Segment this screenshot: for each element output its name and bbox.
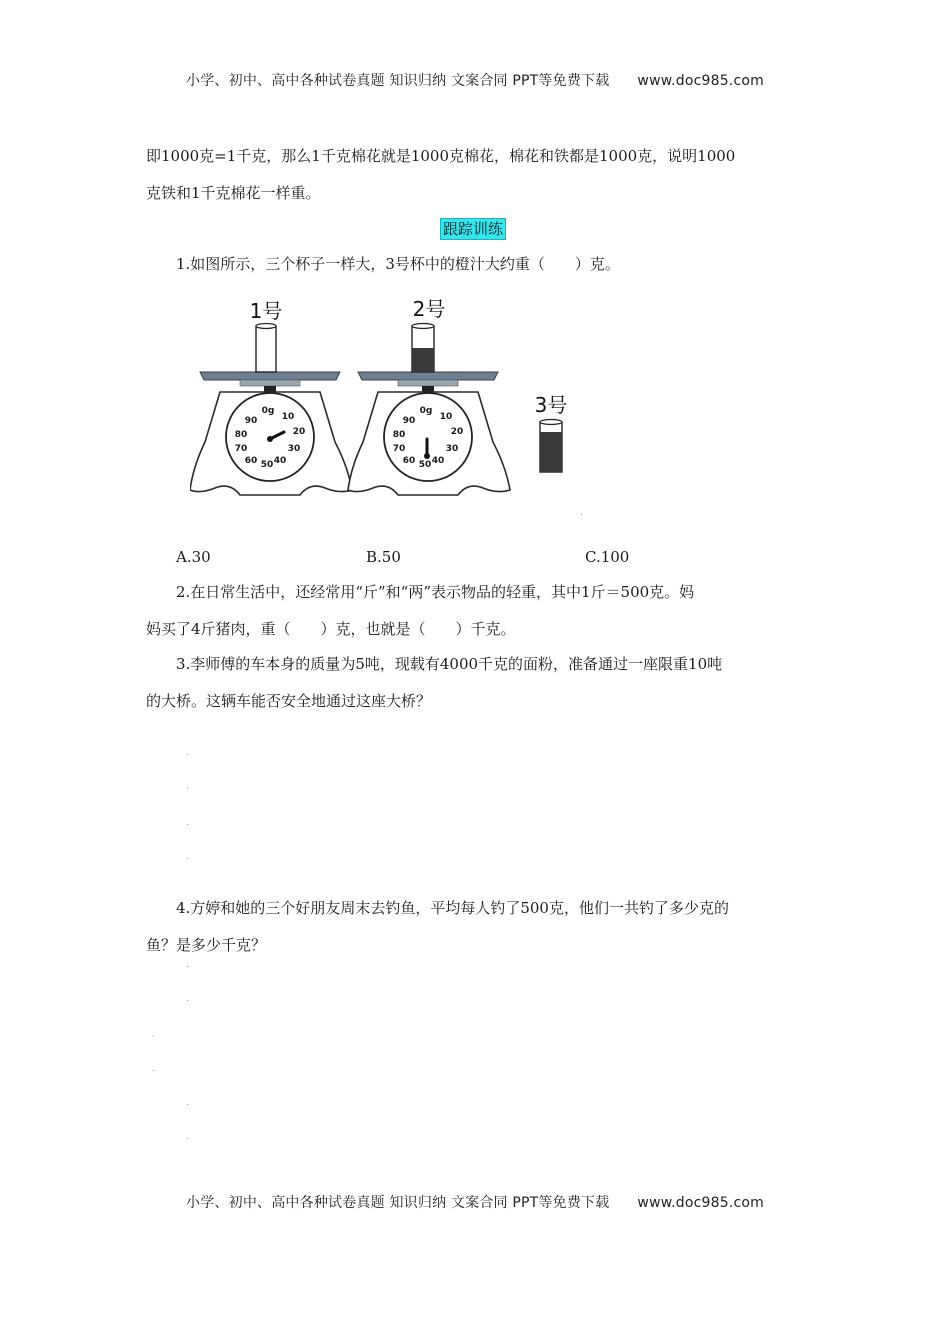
cup-3-label: 3号 bbox=[534, 393, 568, 417]
svg-text:30: 30 bbox=[287, 444, 301, 454]
scale-2 bbox=[348, 324, 510, 496]
footer-text: 小学、初中、高中各种试卷真题 知识归纳 文案合同 PPT等免费下载 bbox=[186, 1195, 610, 1211]
svg-text:40: 40 bbox=[273, 456, 287, 466]
scale-1 bbox=[190, 324, 352, 496]
question-4-line-1: 4.方婷和她的三个好朋友周末去钓鱼，平均每人钓了500克，他们一共钓了多少克的 bbox=[176, 899, 729, 917]
scales-figure bbox=[190, 292, 610, 512]
question-2-line-2: 妈买了4斤猪肉，重（ ）克，也就是（ ）千克。 bbox=[146, 620, 516, 638]
svg-text:80: 80 bbox=[234, 430, 248, 440]
header-site-link[interactable]: www.doc985.com bbox=[637, 73, 764, 89]
question-3 bbox=[146, 646, 796, 720]
question-3-line-2: 的大桥。这辆车能否安全地通过这座大桥？ bbox=[146, 692, 432, 710]
question-4 bbox=[146, 890, 796, 964]
svg-text:0g: 0g bbox=[261, 406, 275, 416]
option-a: A.30 bbox=[176, 548, 211, 566]
svg-text:80: 80 bbox=[392, 430, 406, 440]
section-title: 跟踪训练 bbox=[440, 218, 506, 240]
intro-paragraph bbox=[146, 138, 796, 212]
option-c: C.100 bbox=[585, 548, 630, 566]
page-header bbox=[0, 70, 950, 90]
cup-3 bbox=[540, 420, 562, 473]
svg-text:90: 90 bbox=[402, 416, 416, 426]
svg-text:10: 10 bbox=[439, 412, 453, 422]
svg-text:30: 30 bbox=[445, 444, 459, 454]
svg-text:0g: 0g bbox=[419, 406, 433, 416]
question-2-line-1: 2.在日常生活中，还经常用“斤”和“两”表示物品的轻重，其中1斤＝500克。妈 bbox=[176, 583, 695, 601]
question-4-line-2: 鱼？是多少千克？ bbox=[146, 936, 267, 954]
question-2 bbox=[146, 574, 796, 648]
intro-line-2: 克铁和1千克棉花一样重。 bbox=[146, 184, 321, 202]
question-1-text: 1.如图所示，三个杯子一样大，3号杯中的橙汁大约重（ ）克。 bbox=[176, 255, 620, 273]
svg-text:70: 70 bbox=[392, 444, 406, 454]
svg-text:70: 70 bbox=[234, 444, 248, 454]
footer-site-link[interactable]: www.doc985.com bbox=[637, 1195, 764, 1211]
svg-text:20: 20 bbox=[450, 427, 464, 437]
cup-2-label: 2号 bbox=[412, 297, 446, 321]
cup-1-label: 1号 bbox=[249, 299, 283, 323]
option-b: B.50 bbox=[366, 548, 401, 566]
svg-text:60: 60 bbox=[402, 456, 416, 466]
svg-text:20: 20 bbox=[292, 427, 306, 437]
svg-text:50: 50 bbox=[260, 460, 274, 470]
svg-text:50: 50 bbox=[418, 460, 432, 470]
svg-text:10: 10 bbox=[281, 412, 295, 422]
intro-line-1: 即1000克=1千克，那么1千克棉花就是1000克棉花，棉花和铁都是1000克，说明1000 bbox=[146, 147, 736, 165]
header-text: 小学、初中、高中各种试卷真题 知识归纳 文案合同 PPT等免费下载 bbox=[186, 73, 610, 89]
page-footer bbox=[0, 1192, 950, 1212]
svg-text:40: 40 bbox=[431, 456, 445, 466]
svg-text:60: 60 bbox=[244, 456, 258, 466]
question-3-line-1: 3.李师傅的车本身的质量为5吨，现载有4000千克的面粉，准备通过一座限重10吨 bbox=[176, 655, 723, 673]
svg-text:90: 90 bbox=[244, 416, 258, 426]
